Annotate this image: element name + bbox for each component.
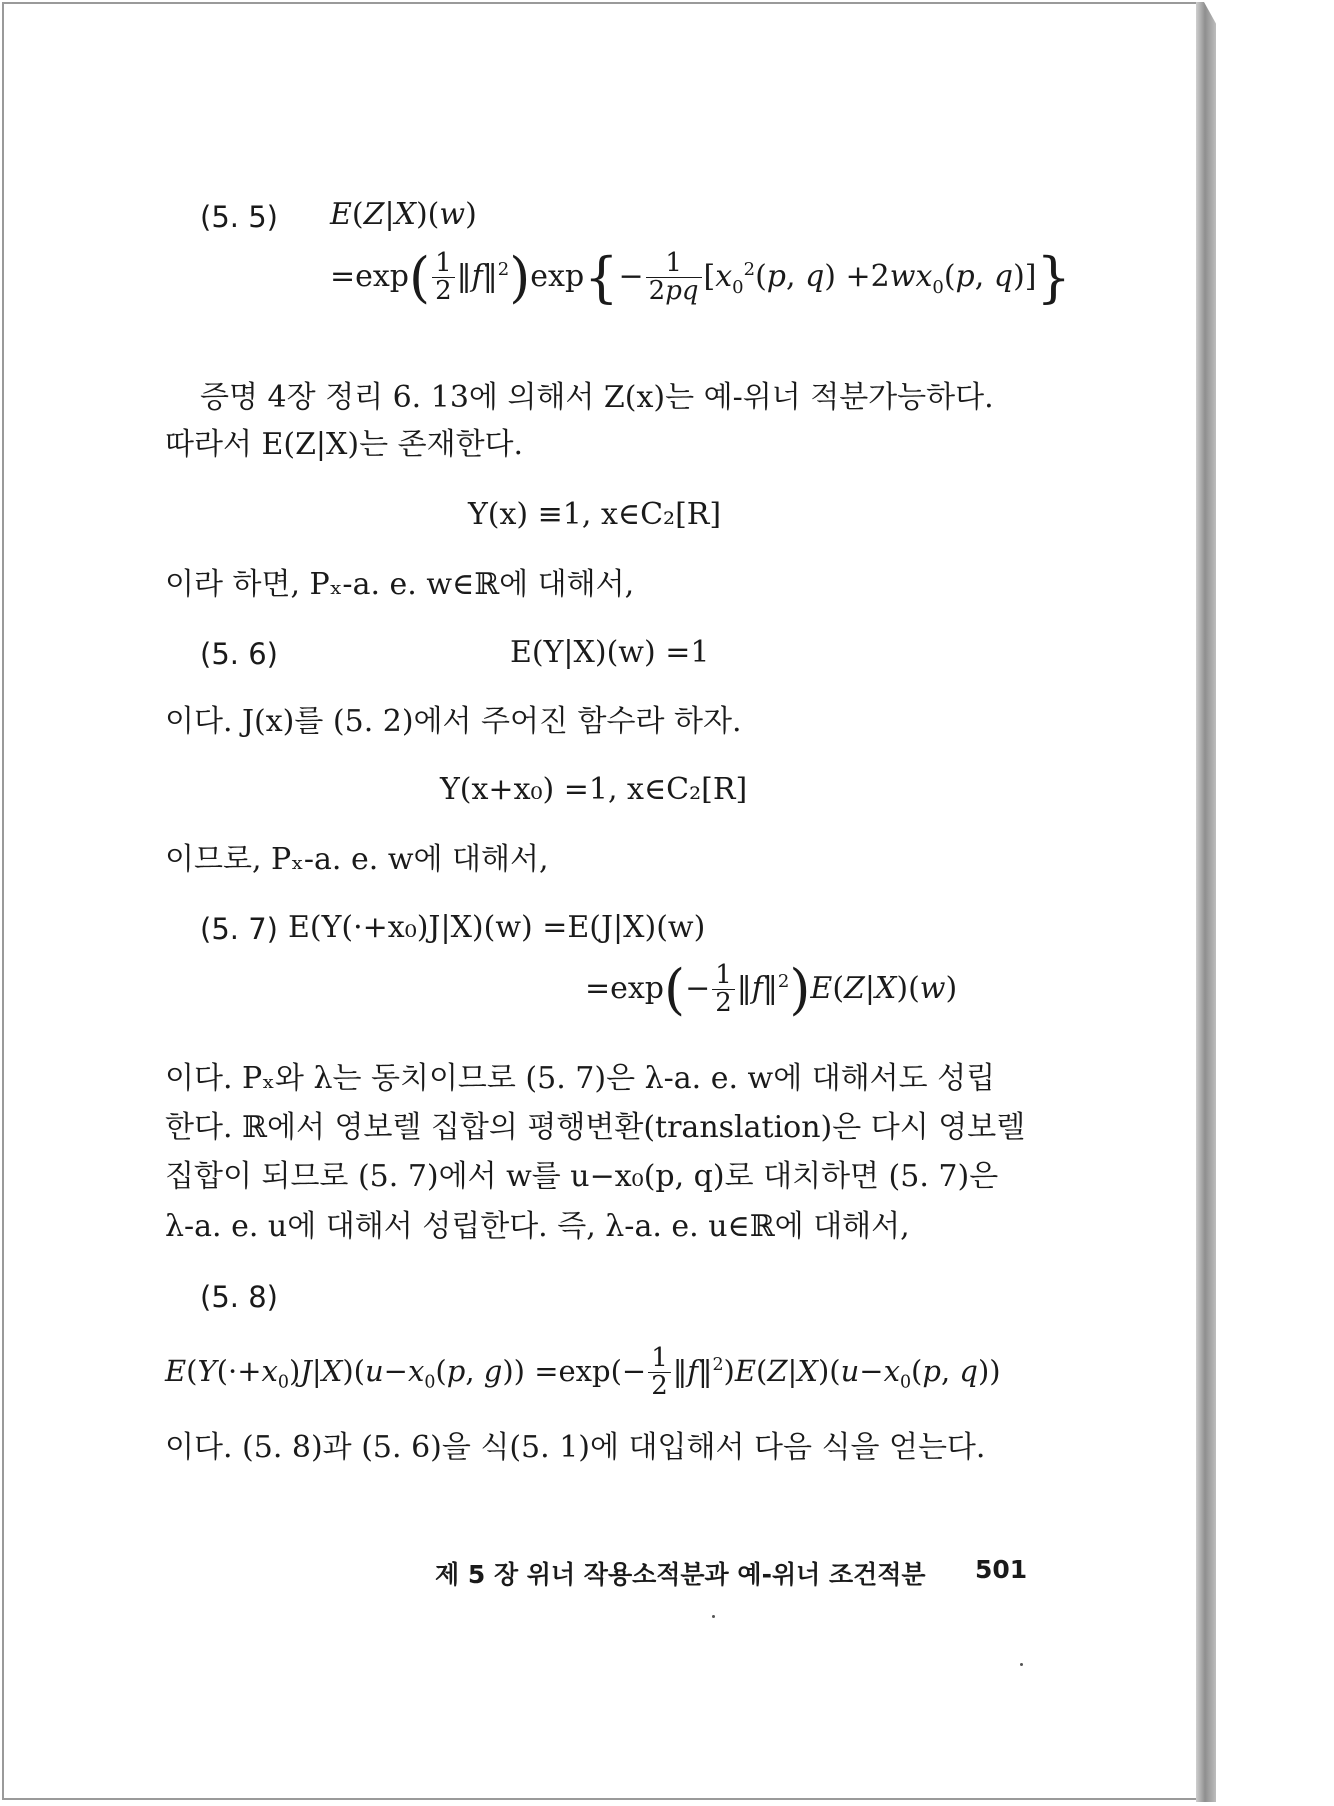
paragraph-5-line-2: 한다. ℝ에서 영보렐 집합의 평행변환(translation)은 다시 영보렐	[165, 1110, 1026, 1145]
running-footer-chapter: 제 5 장 위너 작용소적분과 예-위너 조건적분	[435, 1560, 926, 1589]
paragraph-1-line-1: 증명 4장 정리 6. 13에 의해서 Z(x)는 예-위너 적분가능하다.	[200, 380, 994, 415]
equation-5-5-line2: =exp( $\frac{1}{2}$ ‖f‖$^2$)exp{− $\frac{1}{2pq}$ [$x_0^2(p$, $q) +2wx_0(p$, q)]}	[330, 245, 1071, 309]
paragraph-5-line-4: λ-a. e. u에 대해서 성립한다. 즉, λ-a. e. u∈ℝ에 대해서,	[165, 1209, 910, 1244]
equation-5-8: $E(Y(\cdot+x_0)J|X)(u-x_0(p$, g)) =exp(− $\frac{1}{2}$ $‖f‖^2)E(Z|X)(u-x_0(p$, q))	[165, 1343, 1001, 1402]
paragraph-5-line-3: 집합이 되므로 (5. 7)에서 w를 u−x₀(p, q)로 대치하면 (5. 7)은	[165, 1159, 999, 1194]
equation-number-5-8: (5. 8)	[200, 1280, 278, 1314]
paragraph-3: 이다. J(x)를 (5. 2)에서 주어진 함수라 하자.	[165, 704, 742, 739]
equation-number-5-7: (5. 7)	[200, 912, 278, 946]
page-number: 501	[975, 1555, 1028, 1584]
paragraph-1-line-2: 따라서 E(Z|X)는 존재한다.	[165, 427, 524, 462]
page-edge-shadow	[1196, 2, 1216, 1802]
equation-5-6: E(Y|X)(w) =1	[510, 635, 710, 670]
paragraph-2: 이라 하면, Pₓ-a. e. w∈ℝ에 대해서,	[165, 567, 635, 602]
speck	[712, 1615, 715, 1618]
equation-5-7-line2: =exp(− $\frac{1}{2}$ ‖f‖$^2$)E(Z|X)(w)	[585, 957, 958, 1021]
equation-number-5-5: (5. 5)	[200, 200, 278, 234]
equation-number-5-6: (5. 6)	[200, 637, 278, 671]
equation-5-7-line1: E(Y(·+x₀)J|X)(w) =E(J|X)(w)	[288, 910, 706, 945]
paragraph-6: 이다. (5. 8)과 (5. 6)을 식(5. 1)에 대입해서 다음 식을 얻는다.	[165, 1430, 986, 1465]
speck	[1020, 1663, 1023, 1666]
equation-5-5-line1: E(Z|X)(w)	[330, 197, 477, 232]
paragraph-4: 이므로, Pₓ-a. e. w에 대해서,	[165, 842, 549, 877]
paragraph-5-line-1: 이다. Pₓ와 λ는 동치이므로 (5. 7)은 λ-a. e. w에 대해서도 성립	[165, 1061, 996, 1096]
equation-y-shift: Y(x+x₀) =1, x∈C₂[R]	[440, 772, 748, 807]
equation-y-identity: Y(x) ≡1, x∈C₂[R]	[468, 497, 722, 532]
